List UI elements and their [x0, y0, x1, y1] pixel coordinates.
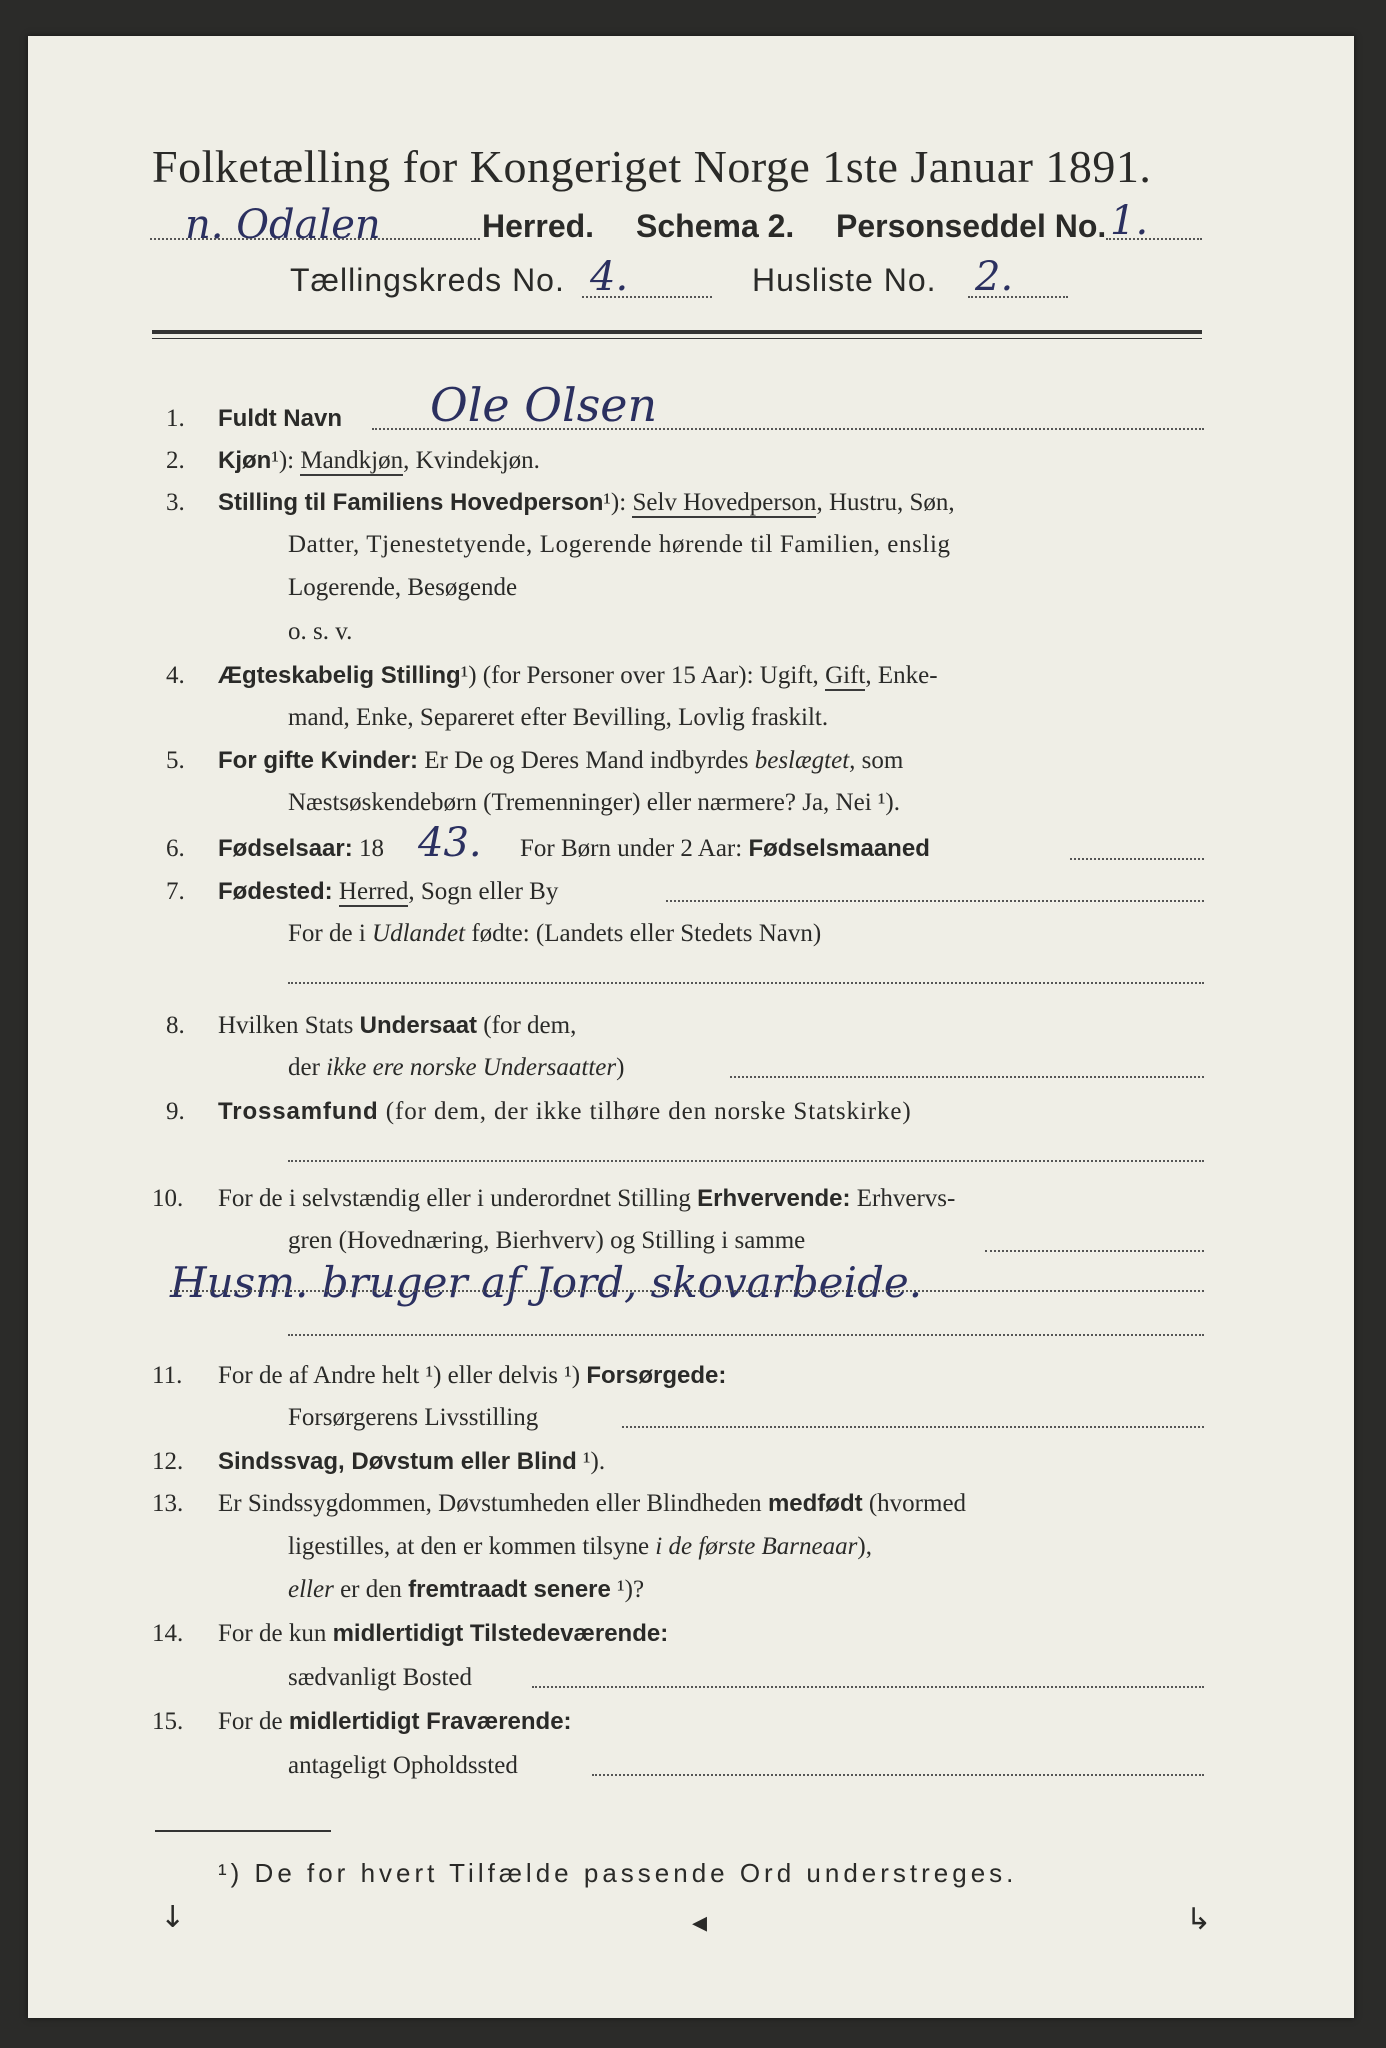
q15-bold: midlertidigt Fraværende:	[288, 1708, 572, 1735]
q5-line2: Næstsøskendebørn (Tremenninger) eller nærmere? Ja, Nei ¹).	[288, 789, 900, 816]
q3-option-selected: Selv Hovedperson	[632, 489, 817, 516]
corner-mark-left: ↓	[160, 1900, 186, 1935]
q7-option-selected: Herred	[338, 878, 409, 905]
header-rule	[152, 330, 1202, 334]
q10-answer-line	[170, 1290, 1204, 1292]
q8-line2b: )	[616, 1054, 625, 1081]
footnote: ¹) De for hvert Tilfælde passende Ord understreges.	[218, 1858, 1018, 1888]
q3-line3: Logerende, Besøgende	[288, 574, 518, 601]
q9-answer-line	[288, 1160, 1204, 1162]
q10-bold: Erhvervende:	[697, 1185, 851, 1212]
q8-bold: Undersaat	[359, 1012, 478, 1039]
q13-line3a: er den	[333, 1576, 409, 1603]
herred-label: Herred.	[482, 208, 595, 244]
q3-rest: , Hustru, Søn,	[816, 489, 955, 516]
q6-text: For Børn under 2 Aar:	[520, 835, 749, 862]
corner-mark-right: ↳	[1186, 1902, 1212, 1937]
q13-line2-italic: i de første Barneaar	[655, 1533, 858, 1560]
item-number: 5.	[166, 747, 185, 774]
q7-line2-italic: Udlandet	[372, 920, 466, 947]
husliste-label: Husliste No.	[752, 262, 937, 298]
q3-footnote-mark: ¹):	[603, 489, 627, 516]
q13-line2a: ligestilles, at den er kommen tilsyne	[288, 1533, 656, 1560]
q14-dotted-line	[532, 1686, 1204, 1688]
q3-line4: o. s. v.	[288, 618, 353, 645]
q7-rest: , Sogn eller By	[408, 878, 559, 905]
q7-line2b: fødte: (Landets eller Stedets Navn)	[465, 920, 822, 947]
q8-line2-italic: ikke ere norske Undersaatter	[326, 1054, 617, 1081]
kreds-dotted-line	[582, 296, 712, 298]
q2-footnote-mark: ¹):	[271, 447, 295, 474]
q3-line2: Datter, Tjenestetyende, Logerende hørende til Familien, enslig	[288, 531, 951, 558]
q1-name-handwritten: Ole Olsen	[430, 378, 658, 432]
q14-bold: midlertidigt Tilstedeværende:	[332, 1620, 669, 1647]
personseddel-dotted-line	[1106, 238, 1202, 240]
q14-line1a: For de kun	[218, 1620, 333, 1647]
form-title: Folketælling for Kongeriget Norge 1ste Januar 1891.	[152, 141, 1152, 192]
q13-line1a: Er Sindssygdommen, Døvstumheden eller Blindheden	[218, 1490, 768, 1517]
q10-dotted-line	[985, 1250, 1204, 1252]
q11-bold: Forsørgede:	[586, 1362, 727, 1389]
q7-dotted-line	[666, 900, 1204, 902]
item-number: 2.	[166, 447, 185, 474]
q5-label: For gifte Kvinder:	[218, 747, 419, 774]
schema-label: Schema 2.	[636, 208, 795, 244]
personseddel-handwritten: 1.	[1110, 198, 1149, 244]
item-number: 7.	[166, 878, 185, 905]
herred-handwritten: n. Odalen	[185, 202, 381, 248]
item-number: 13.	[152, 1490, 184, 1517]
q13-line2b: ),	[857, 1533, 872, 1560]
q11-line1a: For de af Andre helt ¹) eller delvis ¹)	[218, 1362, 587, 1389]
item-number: 12.	[152, 1448, 184, 1475]
item-number: 9.	[166, 1098, 185, 1125]
item-number: 10.	[152, 1185, 184, 1212]
q12-rest: ¹).	[576, 1448, 606, 1475]
q2-label: Kjøn	[218, 447, 272, 474]
q2-rest: , Kvindekjøn.	[403, 447, 540, 474]
q6-year-handwritten: 43.	[418, 820, 482, 866]
q9-text: (for dem, der ikke tilhøre den norske Statskirke)	[378, 1098, 912, 1125]
item-number: 14.	[152, 1620, 184, 1647]
q13-line1b: (hvormed	[862, 1490, 967, 1517]
q13-line3-bold: fremtraadt senere	[408, 1576, 611, 1603]
q4-label: Ægteskabelig Stilling	[218, 662, 461, 689]
q9-label: Trossamfund	[218, 1098, 379, 1125]
q5-rest: som	[855, 747, 904, 774]
q13-bold: medfødt	[767, 1490, 863, 1517]
q15-line2: antageligt Opholdssted	[288, 1752, 518, 1779]
q6-century: 18	[352, 835, 384, 862]
q10-line1b: Erhvervs-	[850, 1185, 956, 1212]
q10-line2: gren (Hovednæring, Bierhverv) og Stilling i samme	[288, 1227, 806, 1254]
q5-text: Er De og Deres Mand indbyrdes	[418, 747, 755, 774]
item-number: 4.	[166, 662, 185, 689]
q13-line3-italic: eller	[288, 1576, 334, 1603]
husliste-dotted-line	[968, 296, 1068, 298]
header-rule-thin	[152, 338, 1202, 339]
q4-option-selected: Gift	[825, 662, 866, 689]
q5-italic: beslægtet,	[754, 747, 856, 774]
q1-dotted-line	[372, 428, 1204, 430]
corner-mark-center: ◂	[692, 1905, 708, 1940]
herred-dotted-line	[150, 238, 480, 240]
q10-line1a: For de i selvstændig eller i underordnet Stilling	[218, 1185, 698, 1212]
personseddel-label: Personseddel No.	[836, 208, 1107, 244]
item-number: 6.	[166, 835, 185, 862]
q10-answer-line-2	[288, 1334, 1204, 1336]
q6-label: Fødselsaar:	[218, 835, 353, 862]
q4-rest: , Enke-	[865, 662, 938, 689]
q15-dotted-line	[592, 1774, 1204, 1776]
q6-dotted-line	[1070, 858, 1204, 860]
q7-answer-line	[288, 982, 1204, 984]
husliste-handwritten: 2.	[975, 254, 1014, 300]
q11-line2: Forsørgerens Livsstilling	[288, 1404, 539, 1431]
item-number: 11.	[152, 1362, 183, 1389]
q7-line2a: For de i	[288, 920, 373, 947]
q1-label: Fuldt Navn	[218, 405, 342, 432]
item-number: 8.	[166, 1012, 185, 1039]
q6-month-label: Fødselsmaaned	[748, 835, 930, 862]
q12-bold: Sindssvag, Døvstum eller Blind	[218, 1448, 577, 1475]
q3-label: Stilling til Familiens Hovedperson	[218, 489, 604, 516]
q8-dotted-line	[730, 1076, 1204, 1078]
q8-line1a: Hvilken Stats	[218, 1012, 360, 1039]
q13-line3c: ¹)?	[610, 1576, 645, 1603]
kreds-handwritten: 4.	[590, 254, 629, 300]
q4-line2: mand, Enke, Separeret efter Bevilling, Lovlig fraskilt.	[288, 704, 829, 731]
q14-line2: sædvanligt Bosted	[288, 1664, 473, 1691]
q10-occupation-handwritten: Husm. bruger af Jord, skovarbeide.	[170, 1258, 923, 1307]
footnote-rule	[155, 1830, 331, 1832]
q8-line2a: der	[288, 1054, 327, 1081]
item-number: 1.	[166, 405, 185, 432]
q11-dotted-line	[622, 1426, 1204, 1428]
q2-option-selected: Mandkjøn	[300, 447, 404, 474]
kreds-label: Tællingskreds No.	[290, 262, 565, 298]
q8-line1b: (for dem,	[477, 1012, 577, 1039]
item-number: 15.	[152, 1708, 184, 1735]
item-number: 3.	[166, 489, 185, 516]
q7-label: Fødested:	[218, 878, 333, 905]
q4-text: ¹) (for Personer over 15 Aar): Ugift,	[460, 662, 826, 689]
q15-line1a: For de	[218, 1708, 289, 1735]
